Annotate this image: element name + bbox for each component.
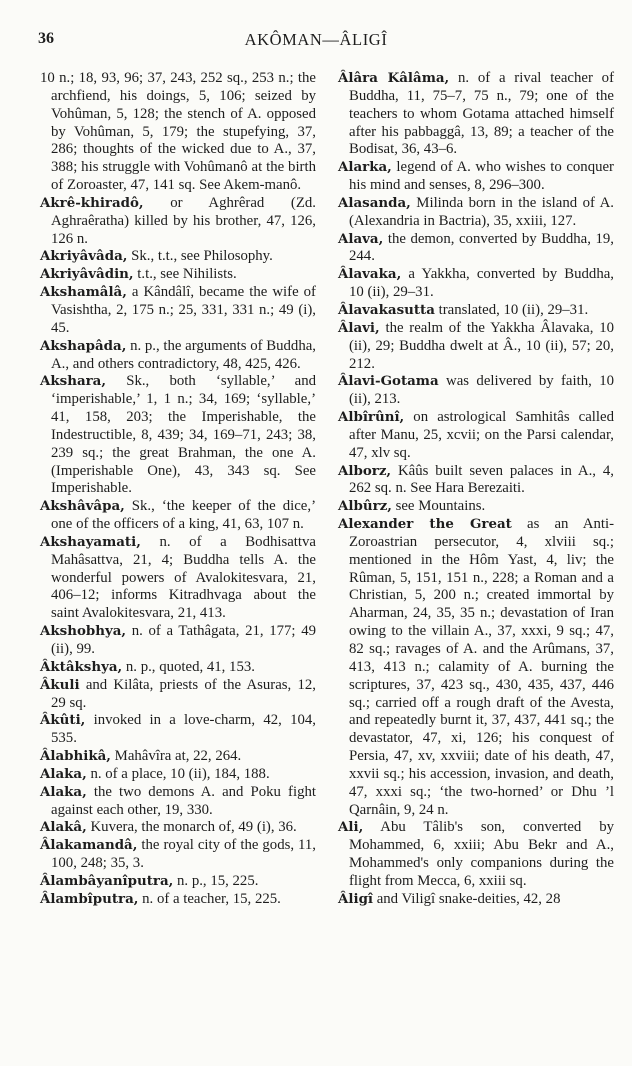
- entry-headword: Alexander the Great: [338, 516, 512, 533]
- index-entry: [40, 373, 316, 498]
- left-column: [40, 70, 316, 909]
- entry-text: Mahâvîra at, 22, 264.: [110, 748, 242, 765]
- index-entry: [338, 70, 614, 159]
- entry-headword: Albûrz,: [338, 498, 392, 515]
- entry-text: n. p., 15, 225.: [173, 872, 259, 889]
- entry-text: or Aghrêrad (Zd. Aghraêratha) killed by his brother, 47, 126, 126 n.: [51, 194, 316, 247]
- entry-text: and Kilâta, priests of the Asuras, 12, 29 sq.: [51, 676, 316, 711]
- index-entry: [338, 266, 614, 302]
- entry-text: n. of a Bodhisattva Mahâsattva, 21, 4; Buddha tells A. the wonderful powers of Avalokitesvara, 21, 406–12; informs Kitradhvaga about the saint Avalokitesvara, 21, 413.: [51, 533, 316, 622]
- entry-text: a Yakkha, converted by Buddha, 10 (ii), 29–31.: [349, 266, 614, 301]
- entry-text: t.t., see Nihilists.: [133, 266, 237, 283]
- entry-headword: Alava,: [338, 230, 384, 247]
- entry-headword: Akshara,: [40, 373, 107, 390]
- index-entry: [338, 231, 614, 267]
- entry-headword: Âlâra Kâlâma,: [338, 70, 450, 86]
- entry-headword: Âlavakasutta: [338, 301, 435, 318]
- page-number: 36: [38, 30, 54, 47]
- entry-headword: Âlambîputra,: [40, 890, 139, 907]
- index-entry: [338, 819, 614, 890]
- entry-text: Sk., both ‘syllable,’ and ‘imperishable,’ 1, 1 n.; 34, 169; ‘syllable,’ 41, 158, 203; the Imperishable, the Indestructible, 8, 439; 34, 169–71, 243; 38, 239 sq.; the great Brahman, the one A. (Imperishable One), 43, 343 sq. See Imperishable.: [51, 373, 316, 497]
- entry-text: Sk., t.t., see Philosophy.: [127, 248, 273, 265]
- entry-text: the two demons A. and Poku fight against each other, 19, 330.: [51, 783, 316, 818]
- entry-headword: Âligî: [338, 890, 374, 907]
- entry-headword: Akriyâvâda,: [40, 248, 128, 265]
- index-entry: [40, 338, 316, 374]
- entry-headword: Âlakamandâ,: [40, 837, 138, 854]
- index-entry: [338, 463, 614, 499]
- entry-headword: Akshapâda,: [40, 337, 127, 354]
- entry-headword: Alasanda,: [338, 194, 411, 211]
- entry-headword: Âlabhikâ,: [40, 748, 111, 765]
- entry-text: 10 n.; 18, 93, 96; 37, 243, 252 sq., 253 n.; the archfiend, his doings, 5, 106; seized by Vohûman, 5, 128; the stench of A. opposed by Vohûman, 5, 179; the stupefying, 37, 286; thoughts of the wicked due to A., 37, 388; his struggle with Vohûmanô at the birth of Zoroaster, 47, 141 sq. See Akem-manô.: [40, 70, 316, 194]
- index-entry: [40, 623, 316, 659]
- entry-text: n. p., quoted, 41, 153.: [122, 658, 255, 675]
- index-entry: [338, 320, 614, 374]
- entry-headword: Albîrûnî,: [338, 409, 405, 426]
- index-entry: [40, 712, 316, 748]
- entry-text: see Mountains.: [391, 498, 486, 515]
- index-entry: [40, 891, 316, 909]
- entry-text: Sk., ‘the keeper of the dice,’ one of the officers of a king, 41, 63, 107 n.: [51, 498, 316, 533]
- index-entry: [40, 284, 316, 338]
- entry-text: Abu Tâlib's son, converted by Mohammed, 6, xxiii; Abu Bekr and A., Mohammed's only companions during the flight from Mecca, 6, xxiii sq.: [349, 819, 614, 889]
- entry-headword: Ali,: [338, 819, 364, 836]
- index-entry: [40, 766, 316, 784]
- entry-headword: Akshâvâpa,: [40, 498, 125, 515]
- entry-text: n. p., the arguments of Buddha, A., and others contradictory, 48, 425, 426.: [51, 337, 316, 372]
- entry-text: n. of a place, 10 (ii), 184, 188.: [86, 765, 270, 782]
- entry-headword: Âlambâyanîputra,: [40, 872, 174, 889]
- index-entry: [338, 409, 614, 463]
- running-header: AKÔMAN—ÂLIGÎ: [244, 30, 388, 49]
- index-entry: [40, 248, 316, 266]
- index-entry: [40, 266, 316, 284]
- index-entry: [338, 516, 614, 819]
- index-entry: [338, 195, 614, 231]
- page-header: [38, 30, 594, 52]
- entry-text: the royal city of the gods, 11, 100, 248; 35, 3.: [51, 837, 316, 872]
- index-entry: [338, 373, 614, 409]
- entry-text: on astrological Samhitâs called after Manu, 25, xcvii; on the Parsi calendar, 47, xlv sq.: [349, 409, 614, 461]
- index-entry: [338, 891, 614, 909]
- index-entry: [40, 784, 316, 820]
- entry-headword: Alborz,: [338, 462, 392, 479]
- index-entry: [40, 195, 316, 249]
- index-entry: [40, 677, 316, 713]
- entry-text: n. of a rival teacher of Buddha, 11, 75–7, 75 n., 79; one of the teachers to whom Gotama attached himself after his pabbaggâ, 13, 89; a teacher of the Bodisat, 36, 43–6.: [349, 70, 614, 158]
- index-entry: [40, 837, 316, 873]
- entry-text: Kâûs built seven palaces in A., 4, 262 sq. n. See Hara Berezaiti.: [349, 462, 614, 497]
- index-entry: [40, 873, 316, 891]
- entry-text: n. of a Tathâgata, 21, 177; 49 (ii), 99.: [51, 623, 316, 657]
- entry-headword: Alaka,: [40, 765, 87, 782]
- entry-headword: Akshobhya,: [40, 623, 127, 640]
- entry-text: and Viligî snake-deities, 42, 28: [373, 890, 561, 907]
- entry-text: Kuvera, the monarch of, 49 (i), 36.: [86, 819, 297, 836]
- entry-headword: Akshamâlâ,: [40, 284, 127, 301]
- entry-headword: Akrê-khiradô,: [40, 194, 144, 211]
- entry-headword: Alakâ,: [40, 819, 87, 836]
- index-entry: [338, 159, 614, 195]
- entry-text: the realm of the Yakkha Âlavaka, 10 (ii), 29; Buddha dwelt at Â., 10 (ii), 57; 20, 212.: [349, 319, 614, 372]
- index-entry: [40, 659, 316, 677]
- entry-headword: Alarka,: [338, 159, 392, 176]
- entry-text: legend of A. who wishes to conquer his mind and senses, 8, 296–300.: [349, 159, 614, 194]
- entry-text: invoked in a love-charm, 42, 104, 535.: [51, 712, 316, 747]
- entry-headword: Âlavaka,: [338, 266, 402, 283]
- entry-headword: Akriyâvâdin,: [40, 266, 134, 283]
- index-entry: [338, 302, 614, 320]
- entry-headword: Âktâkshya,: [40, 658, 123, 675]
- index-entry: [40, 748, 316, 766]
- entry-headword: Akshayamati,: [40, 533, 141, 550]
- entry-text: the demon, converted by Buddha, 19, 244.: [349, 230, 614, 265]
- index-entry: [40, 534, 316, 623]
- entry-headword: Âkuli: [40, 676, 80, 693]
- index-entry: [40, 70, 316, 195]
- entry-headword: Alaka,: [40, 783, 87, 800]
- entry-text: as an Anti-Zoroastrian persecutor, 4, xlviii sq.; mentioned in the Hôm Yast, 4, liv; the Rûman, 5, 151, 151 n., 228; a Roman and a Christian, 5, 200 n.; created immortal by Aharman, 24, 35, 35 n.; devastation of Iran owing to the villain A., 37, xxxi, 9 sq.; 47, 82 sq.; ravages of A. and the Arûmans, 37, 413, 413 n.; calamity of A. burning the scriptures, 37, 423 sq., 430, 435, 437, 446 sq.; carried off a rough draft of the Avesta, and repeatedly burnt it, 37, 437, 441 sq.; the devastator, 47, xi, 126; his conquest of Persia, 47, xv, xxviii; date of his death, 47, xxvii sq.; his accession, invasion, and death, 47, xxxi sq.; ‘the two-horned’ or Dhu ’l Qarnâin, 9, 24 n.: [349, 516, 614, 818]
- index-entry: [40, 819, 316, 837]
- entry-headword: Âlavi-Gotama: [338, 373, 439, 390]
- entry-headword: Âkûti,: [40, 712, 86, 729]
- index-entry: [338, 498, 614, 516]
- entry-text: translated, 10 (ii), 29–31.: [434, 301, 589, 318]
- entry-text: was delivered by faith, 10 (ii), 213.: [349, 373, 614, 408]
- entry-headword: Âlavi,: [338, 319, 380, 336]
- entry-text: Milinda born in the island of A. (Alexandria in Bactria), 35, xxiii, 127.: [349, 194, 614, 229]
- entry-text: a Kândâlî, became the wife of Vasishtha, 2, 175 n.; 25, 331, 331 n.; 49 (i), 45.: [51, 284, 316, 336]
- entry-text: n. of a teacher, 15, 225.: [138, 890, 281, 907]
- right-column: [338, 70, 614, 909]
- index-entry: [40, 498, 316, 534]
